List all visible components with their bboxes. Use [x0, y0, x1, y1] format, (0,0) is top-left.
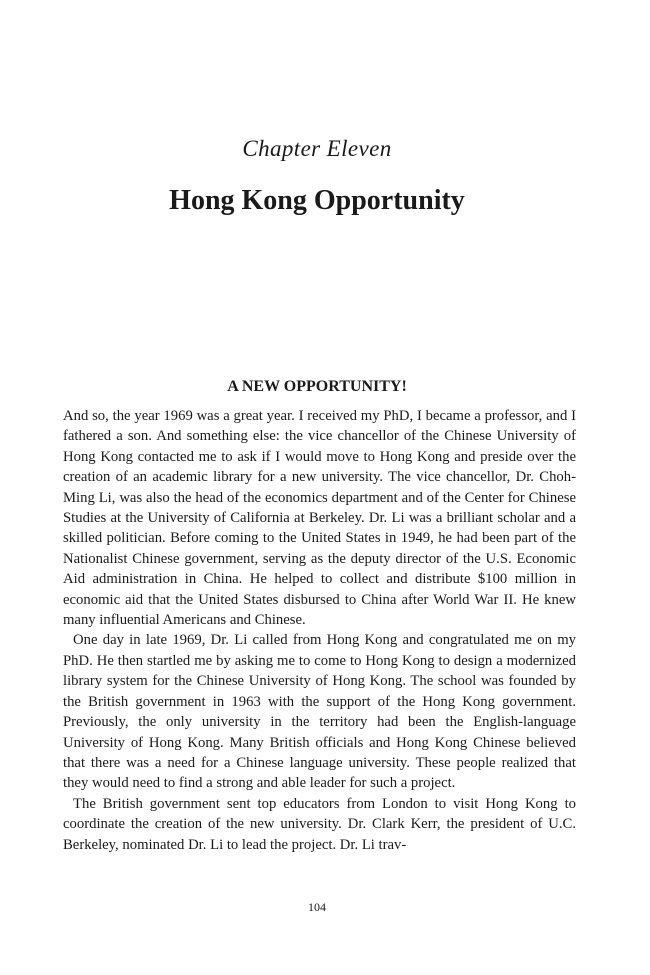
page-number: 104	[308, 900, 326, 914]
paragraph: One day in late 1969, Dr. Li called from Hong Kong and congratulated me on my PhD. He then startled me by asking me to come to Hong Kong to design a modernized library system for the Chinese University of Hong Kong. The school was founded by the British government in 1963 with the support of the Hong Kong government. Previously, the only university in the territory had been the English-language University of Hong Kong. Many British officials and Hong Kong Chinese believed that there was a need for a Chinese language university. These people realized that they would need to find a strong and able leader for such a project.	[63, 632, 576, 792]
body-text	[63, 406, 576, 855]
paragraph: The British government sent top educators from London to visit Hong Kong to coordinate the creation of the new university. Dr. Clark Kerr, the president of U.C. Berkeley, nominated Dr. Li to lead the project. Dr. Li trav-	[63, 795, 576, 853]
chapter-title: Hong Kong Opportunity	[169, 185, 465, 216]
chapter-label: Chapter Eleven	[242, 136, 392, 161]
section-heading: A NEW OPPORTUNITY!	[227, 378, 407, 395]
paragraph: And so, the year 1969 was a great year. I received my PhD, I became a professor, and I fathered a son. And something else: the vice chancellor of the Chinese University of Hong Kong contacted me to ask if I would move to Hong Kong and preside over the creation of an academic library for a new university. The vice chancellor, Dr. Choh-Ming Li, was also the head of the economics department and of the Center for Chinese Studies at the University of California at Berkeley. Dr. Li was a brilliant scholar and a skilled politician. Before coming to the United States in 1949, he had been part of the Nationalist Chinese government, serving as the deputy director of the U.S. Economic Aid administration in China. He helped to collect and distribute $100 million in economic aid that the United States disbursed to China after World War II. He knew many influential Americans and Chinese.	[63, 408, 576, 629]
